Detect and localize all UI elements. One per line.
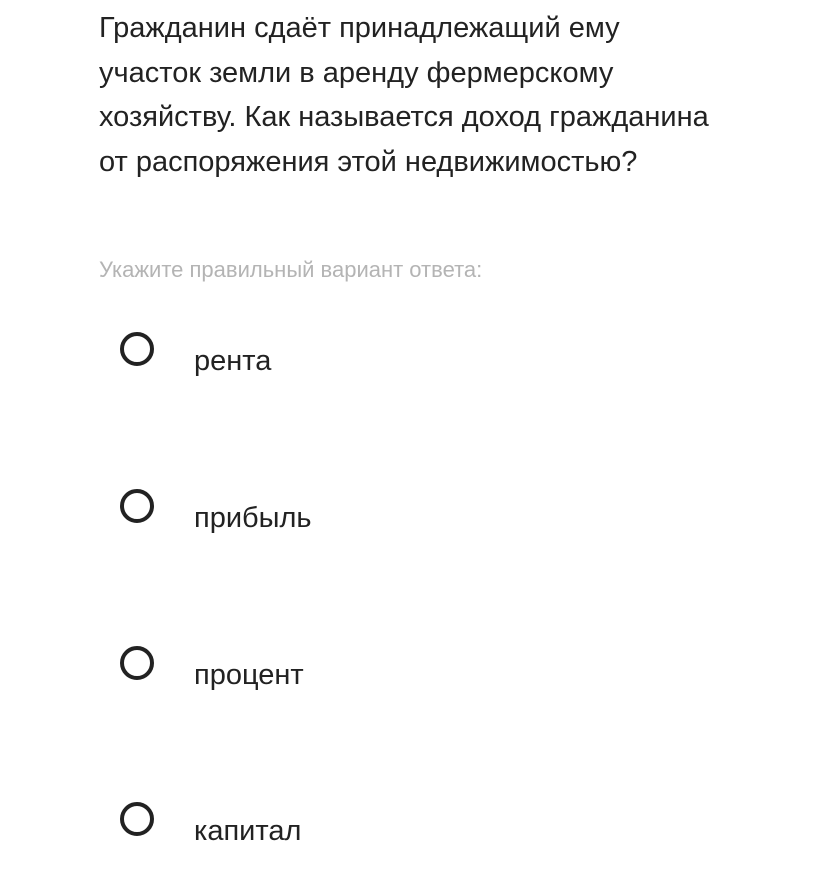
option-label: капитал <box>194 815 302 847</box>
radio-button-icon[interactable] <box>120 489 154 523</box>
answer-hint: Укажите правильный вариант ответа: <box>99 257 483 282</box>
option-renta[interactable] <box>118 332 638 392</box>
radio-button-icon[interactable] <box>120 332 154 366</box>
option-kapital[interactable] <box>118 802 638 862</box>
option-procent[interactable] <box>118 646 638 706</box>
option-pribyl[interactable] <box>118 489 638 549</box>
option-label: процент <box>194 659 304 691</box>
option-label: прибыль <box>194 502 312 534</box>
radio-button-icon[interactable] <box>120 646 154 680</box>
option-label: рента <box>194 345 272 377</box>
radio-button-icon[interactable] <box>120 802 154 836</box>
question-text: Гражданин сдаёт принадлежащий ему участок земли в аренду фермерскому хозяйству. Как называется доход гражданина от распоряжения этой недвижимостью? <box>99 12 709 178</box>
